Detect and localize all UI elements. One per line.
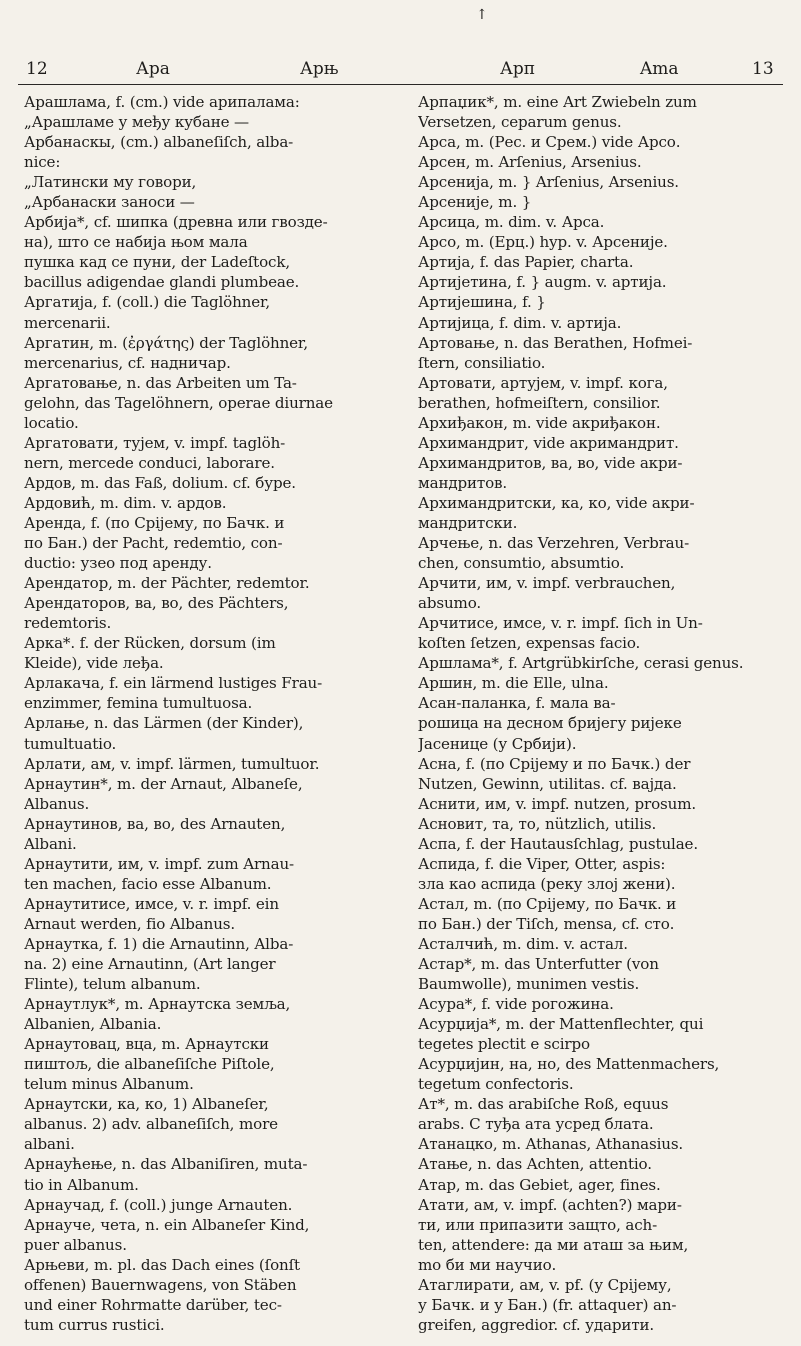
entry-line: Арнаутски, ка, ко, 1) Albaneſer,: [24, 1095, 269, 1114]
entry-line: Архимандритски, ка, ко, vide акри-: [418, 493, 695, 512]
entry-line: Асура*, f. vide рогожина.: [418, 995, 614, 1014]
entry-line: Arnaut werden, fio Albanus.: [24, 914, 236, 933]
entry-line: mercenarii.: [24, 313, 111, 332]
entry-line: Арнаутинов, ва, во, des Arnauten,: [24, 814, 286, 833]
entry-line: Архимандритов, ва, во, vide акри-: [418, 453, 683, 472]
entry-line: Артијетина, f. } augm. v. артија.: [418, 273, 667, 292]
guide-word-left-2: Арњ: [300, 59, 339, 79]
entry-line: tum currus rustici.: [24, 1315, 165, 1334]
entry-line: Асурџијин, на, но, des Mattenmachers,: [418, 1055, 720, 1074]
entry-line: Артовање, n. das Berathen, Hofmei-: [418, 333, 693, 352]
entry-line: Арнаутитисе, имсе, v. r. impf. ein: [24, 894, 279, 913]
entry-line: Арендаторов, ва, во, des Pächters,: [24, 594, 289, 613]
entry-line: Артијешина, f. }: [418, 293, 546, 312]
entry-line: Архиђакон, m. vide акриђакон.: [418, 413, 661, 432]
entry-line: Атати, ам, v. impf. (achten?) мари-: [418, 1195, 682, 1214]
entry-line: рошица на десном бријегу ријеке: [418, 714, 682, 733]
entry-line: Versetzen, ceparum genus.: [418, 113, 622, 132]
entry-line: Артија, f. das Papier, charta.: [418, 253, 634, 272]
entry-line: Атар, m. das Gebiet, ager, fines.: [418, 1175, 661, 1194]
entry-line: greifen, aggredior. cf. ударити.: [418, 1315, 655, 1334]
entry-line: Аргатовати, тујем, v. impf. taglöh-: [24, 433, 286, 452]
entry-line: Арсен, m. Arſenius, Arsenius.: [418, 153, 642, 172]
entry-line: Арендатор, m. der Pächter, redemtor.: [24, 574, 310, 593]
entry-line: tegetes plectit e scirpo: [418, 1035, 590, 1054]
entry-line: Арсица, m. dim. v. Арса.: [418, 213, 605, 232]
entry-line: Kleide), vide леђа.: [24, 654, 164, 673]
entry-line: Артовати, артујем, v. impf. кога,: [418, 373, 668, 392]
entry-line: пиштољ, die albaneſiſche Piſtole,: [24, 1055, 275, 1074]
entry-line: у Бачк. и у Бан.) (fr. attaquer) an-: [418, 1295, 677, 1314]
entry-line: Асна, f. (по Срijему и по Бачк.) der: [418, 754, 691, 773]
entry-line: Арбија*, cf. шипка (древна или гвозде-: [24, 213, 328, 232]
header-rule: [18, 84, 783, 85]
entry-line: Арнаутовац, вца, m. Арнаутски: [24, 1035, 269, 1054]
entry-line: ten, attendere: да ми аташ за њим,: [418, 1235, 689, 1254]
entry-line: Арчити, им, v. impf. verbrauchen,: [418, 574, 676, 593]
entry-line: Арнаутлук*, m. Арнаутска земља,: [24, 995, 291, 1014]
entry-line: Арнауче, чета, n. ein Albaneſer Kind,: [24, 1215, 310, 1234]
entry-line: по Бан.) der Tiſch, mensa, cf. сто.: [418, 914, 675, 933]
entry-line: Аршин, m. die Elle, ulna.: [418, 674, 609, 693]
entry-line: Аргатија, f. (coll.) die Taglöhner,: [24, 293, 271, 312]
left-column: [24, 92, 396, 1335]
entry-line: Арлање, n. das Lärmen (der Kinder),: [24, 714, 304, 733]
entry-line: Атанацко, m. Athanas, Athanasius.: [418, 1135, 684, 1154]
page-number-right: 13: [752, 59, 774, 79]
entry-line: Арашлама, f. (сm.) vide арипалама:: [24, 93, 300, 111]
entry-line: мандритски.: [418, 513, 518, 532]
top-mark: ↑: [476, 7, 488, 23]
guide-word-left-1: Ара: [136, 59, 170, 79]
entry-line: gelohn, das Tagelöhnern, operae diurnae: [24, 393, 333, 412]
entry-line: na. 2) eine Arnautinn, (Art langer: [24, 955, 276, 974]
entry-line: Јасенице (у Србији).: [418, 734, 577, 753]
entry-line: „Латински му говори,: [24, 173, 197, 192]
entry-line: ſtern, consiliatio.: [418, 353, 546, 372]
entry-line: ти, или припазити защто, ach-: [418, 1215, 658, 1234]
entry-line: Nutzen, Gewinn, utilitas. cf. вајда.: [418, 774, 677, 793]
entry-line: Аснити, им, v. impf. nutzen, prosum.: [418, 794, 697, 813]
entry-line: Арчење, n. das Verzehren, Verbrau-: [418, 534, 690, 553]
entry-line: chen, consumtio, absumtio.: [418, 554, 625, 573]
entry-line: Арбанаскы, (сm.) albaneſiſch, alba-: [24, 133, 294, 152]
entry-line: Арса, m. (Рес. и Срем.) vide Арсо.: [418, 133, 681, 152]
entry-line: ductio: узео под аренду.: [24, 554, 212, 573]
entry-line: Арнаутин*, m. der Arnaut, Albaneſe,: [24, 774, 303, 793]
entry-line: tegetum confectoris.: [418, 1075, 574, 1094]
entry-line: „Арбанаски заноси —: [24, 193, 195, 212]
entry-line: Арњеви, m. pl. das Dach eines (ſonſt: [24, 1255, 300, 1274]
entry-line: Арпаџик*, m. eine Art Zwiebeln zum: [418, 93, 697, 111]
entry-line: puer albanus.: [24, 1235, 127, 1254]
entry-line: пушка кад се пуни, der Ladeſtock,: [24, 253, 290, 272]
entry-line: telum minus Albanum.: [24, 1075, 194, 1094]
entry-line: Арсенија, m. } Arſenius, Arsenius.: [418, 173, 679, 192]
entry-line: Аренда, f. (по Срijему, по Бачк. и: [24, 513, 285, 532]
guide-word-right-2: Ama: [640, 59, 679, 79]
entry-line: tumultuatio.: [24, 734, 117, 753]
entry-line: albanus. 2) adv. albaneſiſch, more: [24, 1115, 278, 1134]
entry-line: Артијица, f. dim. v. артија.: [418, 313, 622, 332]
entry-line: Аргатин, m. (ἐργάτης) der Taglöhner,: [24, 333, 308, 352]
page-number-left: 12: [26, 59, 48, 79]
entry-line: arabs. С туђа ата усред блата.: [418, 1115, 654, 1134]
entry-line: redemtoris.: [24, 614, 112, 633]
entry-line: koſten ſetzen, expensas facio.: [418, 634, 641, 653]
entry-line: Асан-паланка, f. мала ва-: [418, 694, 616, 713]
entry-line: Аспа, f. der Hautausſchlag, pustulae.: [418, 834, 698, 853]
entry-line: Архимандрит, vide акримандрит.: [418, 433, 679, 452]
entry-line: absumo.: [418, 594, 482, 613]
guide-word-right-1: Арп: [500, 59, 536, 79]
entry-line: Асновит, та, то, nützlich, utilis.: [418, 814, 657, 833]
entry-line: enzimmer, femina tumultuosa.: [24, 694, 253, 713]
running-header: [0, 58, 801, 84]
entry-line: Аргатовање, n. das Arbeiten um Ta-: [24, 373, 297, 392]
entry-line: Асталчић, m. dim. v. астал.: [418, 934, 628, 953]
entry-line: berathen, hofmeiſtern, consilior.: [418, 393, 661, 412]
entry-line: nern, mercede conduci, laborare.: [24, 453, 275, 472]
entry-line: albani.: [24, 1135, 75, 1154]
entry-line: Асурџија*, m. der Mattenflechter, qui: [418, 1015, 704, 1034]
entry-line: bacillus adigendae glandi plumbeae.: [24, 273, 300, 292]
entry-line: Flinte), telum albanum.: [24, 975, 201, 994]
entry-line: Арлакача, f. ein lärmend lustiges Frau-: [24, 674, 323, 693]
entry-line: Астар*, m. das Unterfutter (von: [418, 955, 659, 974]
entry-line: Арка*. f. der Rücken, dorsum (im: [24, 634, 276, 653]
entry-line: und einer Rohrmatte darüber, tec-: [24, 1295, 282, 1314]
entry-line: „Арашламе у међу кубане —: [24, 113, 249, 132]
entry-line: на), што се набија њом мала: [24, 233, 248, 252]
entry-line: Атање, n. das Achten, attentio.: [418, 1155, 652, 1174]
entry-line: Albani.: [24, 834, 77, 853]
right-column: [418, 92, 784, 1335]
entry-line: Арнаутити, им, v. impf. zum Arnau-: [24, 854, 294, 873]
entry-line: nice:: [24, 153, 61, 172]
entry-line: Аршлама*, f. Artgrübkirſche, cerasi genus.: [418, 654, 744, 673]
entry-line: Аспида, f. die Viper, Otter, aspis:: [418, 854, 666, 873]
entry-line: ten machen, facio esse Albanum.: [24, 874, 272, 893]
entry-line: Арнаучад, f. (coll.) junge Arnauten.: [24, 1195, 293, 1214]
entry-line: Атаглирати, ам, v. pf. (у Срijему,: [418, 1275, 672, 1294]
entry-line: tio in Albanum.: [24, 1175, 139, 1194]
entry-line: Albanien, Albania.: [24, 1015, 162, 1034]
entry-line: Арлати, ам, v. impf. lärmen, tumultuor.: [24, 754, 320, 773]
entry-line: mo би ми научио.: [418, 1255, 557, 1274]
entry-line: Арсо, m. (Ерц.) hyp. v. Арсеније.: [418, 233, 668, 252]
entry-line: Ардов, m. das Faß, dolium. cf. буре.: [24, 473, 296, 492]
entry-line: Арсеније, m. }: [418, 193, 532, 212]
entry-line: Baumwolle), munimen vestis.: [418, 975, 640, 994]
entry-line: по Бан.) der Pacht, redemtio, con-: [24, 534, 283, 553]
entry-line: мандритов.: [418, 473, 508, 492]
entry-line: locatio.: [24, 413, 79, 432]
entry-line: Ат*, m. das arabiſche Roß, equus: [418, 1095, 669, 1114]
entry-line: Ардовић, m. dim. v. ардов.: [24, 493, 227, 512]
entry-line: offenen) Bauernwagens, von Stäben: [24, 1275, 297, 1294]
entry-line: зла као аспида (реку злој жени).: [418, 874, 676, 893]
entry-line: Арнаутка, f. 1) die Arnautinn, Alba-: [24, 934, 294, 953]
entry-line: Арнаућење, n. das Albaniſiren, muta-: [24, 1155, 308, 1174]
entry-line: Арчитисе, имсе, v. r. impf. ſich in Un-: [418, 614, 703, 633]
entry-line: Астал, m. (по Срijему, по Бачк. и: [418, 894, 677, 913]
entry-line: mercenarius, cf. надничар.: [24, 353, 231, 372]
entry-line: Albanus.: [24, 794, 90, 813]
